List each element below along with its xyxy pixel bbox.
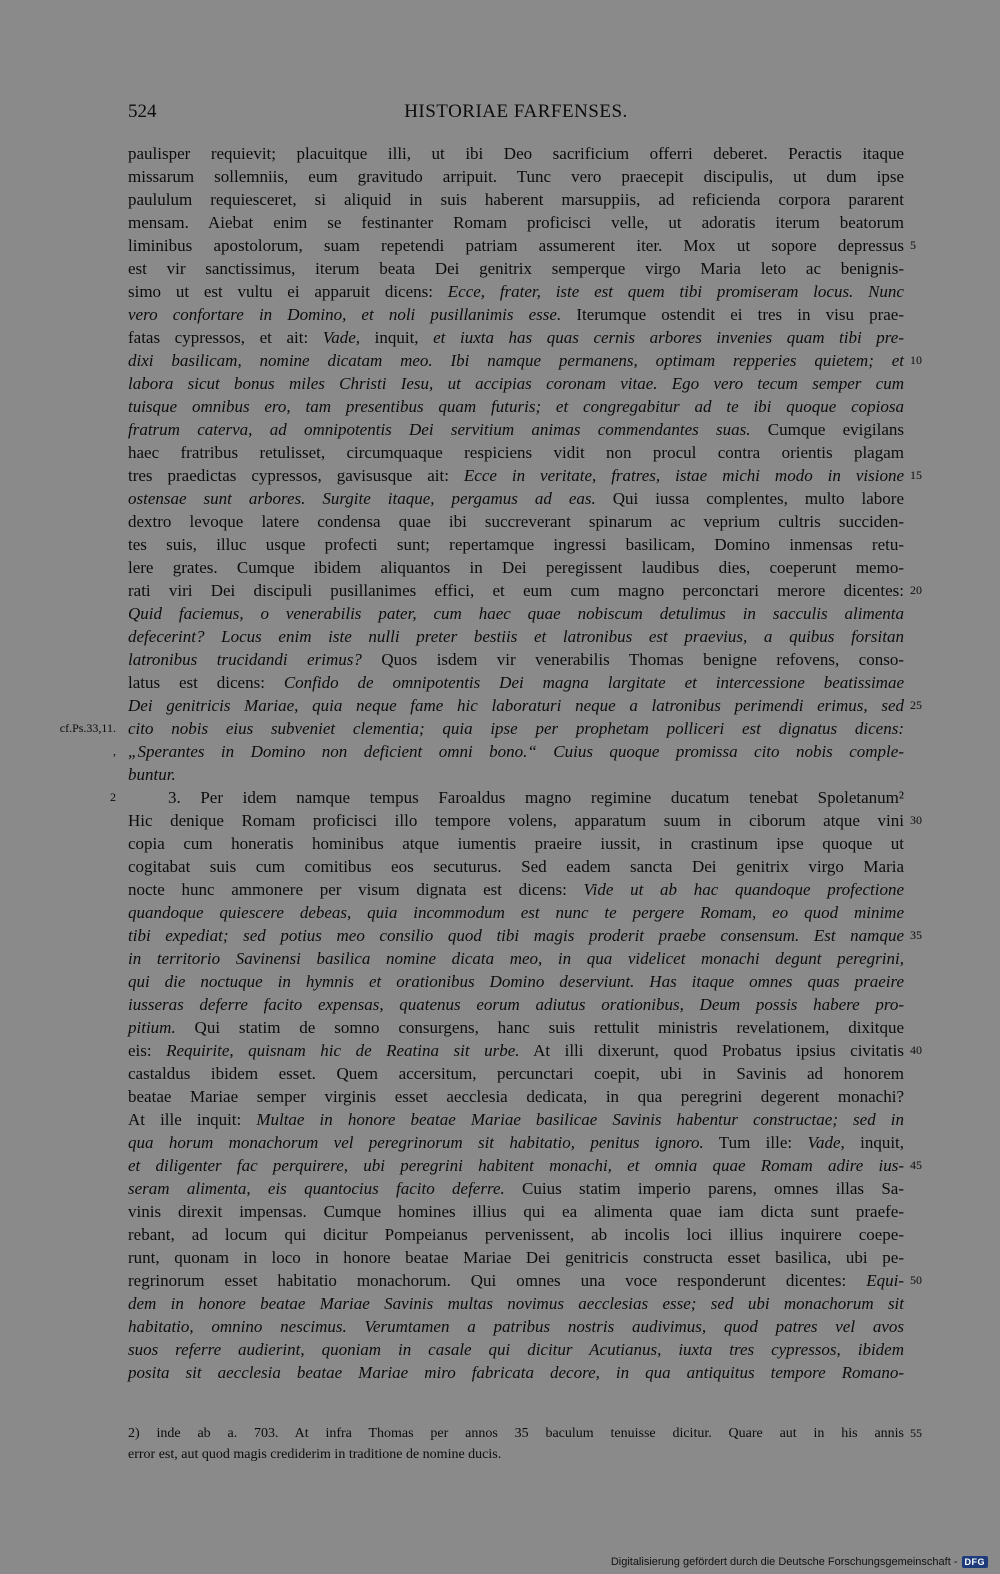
text-line (128, 602, 904, 625)
text-line (128, 234, 904, 257)
text-line (128, 1246, 904, 1269)
line-number: 50 (910, 1273, 922, 1287)
margin-note: cf.Ps.33,11. (59, 721, 116, 735)
text-line (128, 257, 904, 280)
italic-quote: Ecce, frater, iste est quem tibi promiseram locus. Nunc (447, 282, 904, 301)
text-run: runt, quonam in loco in honore beatae Mariae Dei genitricis constructa esset basilica, ubi pe- (128, 1248, 904, 1267)
text-run: regrinorum esset habitatio monachorum. Qui omnes una voce responderunt dicentes: (128, 1271, 867, 1290)
text-line (128, 1108, 904, 1131)
line-number: 40 (910, 1043, 922, 1057)
text-run: Qui statim de somno consurgens, hanc suis rettulit ministris revelationem, dixitque (175, 1018, 904, 1037)
text-run: latus est dicens: (128, 673, 284, 692)
footer-credit (611, 1556, 988, 1568)
text-line (128, 510, 904, 533)
italic-quote: Requirite, quisnam hic de Reatina sit urbe. (166, 1041, 520, 1060)
text-line (128, 372, 904, 395)
italic-quote: pitium. (128, 1018, 176, 1037)
italic-quote: et iuxta has quas cernis arbores invenies quam tibi pre- (433, 328, 904, 347)
text-run: rati viri Dei discipuli pusillanimes effici, et eum cum magno perconctari merore dicentes: (128, 581, 904, 600)
text-line (128, 142, 904, 165)
text-line (128, 993, 904, 1016)
text-line (128, 763, 904, 786)
text-line (128, 579, 904, 602)
italic-quote: fratrum caterva, ad omnipotentis Dei servitium animas commendantes suas. (128, 420, 751, 439)
italic-quote: qua horum monachorum vel peregrinorum sit habitatio, penitus ignoro. (128, 1133, 704, 1152)
text-line (128, 924, 904, 947)
text-line (128, 1062, 904, 1085)
italic-quote: cito nobis eius subveniet clementia; quia ipse per prophetam polliceri est dignatus dicens: (128, 719, 904, 738)
line-number: 45 (910, 1158, 922, 1172)
text-line (128, 395, 904, 418)
text-line (128, 1131, 904, 1154)
text-line (128, 326, 904, 349)
text-line (128, 1269, 904, 1292)
text-line (128, 280, 904, 303)
text-line (128, 464, 904, 487)
text-line (128, 740, 904, 763)
text-run: vinis direxit impensas. Cumque homines illius qui ea alimenta quae iam dicta sunt praefe- (128, 1202, 904, 1221)
text-line (128, 970, 904, 993)
text-run: missarum sollemniis, eum gravitudo arripuit. Tunc vero praecepit discipulis, ut dum ipse (128, 167, 904, 186)
text-line (128, 694, 904, 717)
italic-quote: quandoque quiescere debeas, quia incommodum est nunc te pergere Romam, eo quod minime (128, 903, 904, 922)
footnote (128, 1423, 904, 1465)
text-run: Cumque evigilans (750, 420, 905, 439)
line-number: 5 (910, 238, 916, 252)
italic-quote: tuisque omnibus ero, tam presentibus quam futuris; et congregabitur ad te ibi quoque copiosa (128, 397, 904, 416)
italic-quote: Equi- (866, 1271, 904, 1290)
text-run: est vir sanctissimus, iterum beata Dei genitrix semperque virgo Maria leto ac benignis- (128, 259, 904, 278)
italic-quote: labora sicut bonus miles Christi Iesu, ut accipias coronam vitae. Ego vero tecum semper cum (128, 374, 904, 393)
italic-quote: seram alimenta, eis quantocius facito deferre. (128, 1179, 505, 1198)
footnote-line: 2) inde ab a. 703. At infra Thomas per annos 35 baculum tenuisse dicitur. Quare aut in his annis (128, 1426, 904, 1441)
line-number: 25 (910, 698, 922, 712)
text-run: simo ut est vultu ei apparuit dicens: (128, 282, 448, 301)
text-line (128, 832, 904, 855)
text-line (128, 1223, 904, 1246)
text-line (128, 855, 904, 878)
italic-quote: Vade, (322, 328, 361, 347)
dfg-logo-icon: DFG (962, 1556, 989, 1568)
italic-quote: Confido de omnipotentis Dei magna largitate et intercessione beatissimae (283, 673, 904, 692)
text-line (128, 671, 904, 694)
text-line (128, 1154, 904, 1177)
body-text (128, 142, 904, 1384)
line-number: 20 (910, 583, 922, 597)
italic-quote: et diligenter fac perquirere, ubi peregrini habitent monachi, et omnia quae Romam adire ius- (128, 1156, 904, 1175)
text-run: beatae Mariae semper virginis esset aecclesia dedicata, in qua peregrini degerent monachi? (128, 1087, 904, 1106)
text-run: Tum ille: (703, 1133, 808, 1152)
text-run: inquit, (844, 1133, 905, 1152)
italic-quote: iusseras deferre facito expensas, quatenus eorum adiutus orationibus, Deum possis habere pro- (128, 995, 904, 1014)
italic-quote: dem in honore beatae Mariae Savinis multas novimus aecclesias esse; sed ubi monachorum sit (128, 1294, 904, 1313)
text-line (128, 1338, 904, 1361)
italic-quote: qui die noctuque in hymnis et orationibus Domino deserviunt. Has itaque omnes quas praeire (128, 972, 904, 991)
text-run: At illi dixerunt, quod Probatus ipsius civitatis (519, 1041, 904, 1060)
running-title: HISTORIAE FARFENSES. (404, 101, 628, 122)
text-line (128, 188, 904, 211)
text-line (128, 878, 904, 901)
italic-quote: Quid faciemus, o venerabilis pater, cum haec quae nobiscum detulimus in sacculis alimenta (128, 604, 904, 623)
text-run: lere grates. Cumque ibidem aliquantos in Dei peregissent laudibus dies, coeperunt memo- (128, 558, 904, 577)
line-number: 10 (910, 353, 922, 367)
text-run: paululum requiesceret, si aliquid in suis haberent marsuppiis, ad reficienda corpora pararent (128, 190, 904, 209)
text-run: copia cum honeratis hominibus atque iumentis praeire iussit, in crastinum ipse quoque ut (128, 834, 904, 853)
text-line (128, 648, 904, 671)
text-run: fatas cypressos, et ait: (128, 328, 323, 347)
text-run: haec fratribus retulisset, circumquaque respiciens vidit non procul contra orientis plagam (128, 443, 904, 462)
text-line (128, 556, 904, 579)
text-run: tres praedictas cypressos, gavisusque ait: (128, 466, 464, 485)
text-line (128, 1016, 904, 1039)
italic-quote: tibi expediat; sed potius meo consilio quod tibi magis proderit praebe consensum. Est namque (128, 926, 904, 945)
text-run: eis: (128, 1041, 167, 1060)
text-line (128, 1200, 904, 1223)
text-line (128, 809, 904, 832)
text-run: Qui iussa complentes, multo labore (595, 489, 904, 508)
text-run: Hic denique Romam proficisci illo tempore volens, apparatum suum in ciborum atque vini (128, 811, 904, 830)
italic-quote: „Sperantes in Domino non deficient omni bono.“ Cuius quoque promissa cito nobis comple- (128, 742, 904, 761)
text-line (128, 418, 904, 441)
italic-quote: Vide ut ab hac quandoque profectione (583, 880, 904, 899)
text-run: rebant, ad locum qui dicitur Pompeianus pervenissent, ab incolis loci illius inquirere coepe- (128, 1225, 904, 1244)
line-number: 15 (910, 468, 922, 482)
text-line (128, 1039, 904, 1062)
text-run: Cuius statim imperio parens, omnes illas Sa- (504, 1179, 904, 1198)
text-line (128, 165, 904, 188)
text-line (128, 947, 904, 970)
text-line (128, 533, 904, 556)
line-number: 30 (910, 813, 922, 827)
text-line (128, 901, 904, 924)
text-line (128, 303, 904, 326)
text-run: paulisper requievit; placuitque illi, ut ibi Deo sacrificium offerri deberet. Peractis itaque (128, 144, 904, 163)
text-run: nocte hunc ammonere per visum dignata est dicens: (128, 880, 584, 899)
text-line (128, 1315, 904, 1338)
text-run: 3. Per idem namque tempus Faroaldus magno regimine ducatum tenebat Spoletanum² (168, 788, 904, 807)
text-line (128, 349, 904, 372)
text-run: Quos isdem vir venerabilis Thomas benigne refovens, conso- (361, 650, 904, 669)
text-run: At ille inquit: (128, 1110, 257, 1129)
text-run: inquit, (360, 328, 434, 347)
italic-quote: suos referre audierint, quoniam in casale qui dicitur Acutianus, iuxta tres cypressos, ibidem (128, 1340, 904, 1359)
text-line (128, 1361, 904, 1384)
line-number: 35 (910, 928, 922, 942)
italic-quote: in territorio Savinensi basilica nomine dicata meo, in qua videlicet monachi degunt peregrini, (128, 949, 904, 968)
text-run: mensam. Aiebat enim se festinanter Romam proficisci velle, ut adoratis iterum beatorum (128, 213, 904, 232)
margin-note: , (113, 744, 116, 758)
italic-quote: defecerint? Locus enim iste nulli preter bestiis et latronibus est praevius, a quibus forsitan (128, 627, 904, 646)
text-line (128, 786, 904, 809)
text-line (128, 1085, 904, 1108)
italic-quote: Multae in honore beatae Mariae basilicae Savinis habentur constructae; sed in (256, 1110, 905, 1129)
text-run: liminibus apostolorum, suam repetendi patriam assumerent iter. Mox ut sopore depressus (128, 236, 904, 255)
page-header (128, 101, 904, 127)
italic-quote: Dei genitricis Mariae, quia neque fame hic laboraturi neque a latronibus perimendi erimus, sed (128, 696, 904, 715)
text-line (128, 625, 904, 648)
text-line (128, 717, 904, 740)
text-run: Iterumque ostendit ei tres in visu prae- (561, 305, 905, 324)
italic-quote: ostensae sunt arbores. Surgite itaque, pergamus ad eas. (128, 489, 596, 508)
text-run: tes suis, illuc usque profecti sunt; repertamque ingressi basilicam, Domino inmensas retu- (128, 535, 904, 554)
italic-quote: dixi basilicam, nomine dicatam meo. Ibi namque permanens, optimam repperies quietem; et (128, 351, 904, 370)
text-line (128, 1292, 904, 1315)
text-line (128, 1177, 904, 1200)
margin-note: 2 (110, 790, 116, 804)
line-number: 55 (910, 1426, 922, 1440)
text-run: dextro levoque latere condensa quae ibi succreverant spinarum ac veprium cultris succiden- (128, 512, 904, 531)
text-run: cogitabat suis cum comitibus eos secuturus. Sed eadem sancta Dei genitrix virgo Maria (128, 857, 904, 876)
footer-text: Digitalisierung gefördert durch die Deutsche Forschungsgemeinschaft - (610, 1556, 958, 1568)
italic-quote: latronibus trucidandi erimus? (128, 650, 362, 669)
page-number: 524 (128, 101, 157, 122)
italic-quote: Ecce in veritate, fratres, istae michi modo in visione (463, 466, 905, 485)
text-run: castaldus ibidem esset. Quem accersitum, percunctari coepit, ubi in Savinis ad honorem (128, 1064, 904, 1083)
italic-quote: Vade, (807, 1133, 845, 1152)
italic-quote: buntur. (128, 765, 176, 784)
text-line (128, 441, 904, 464)
footnote-line: error est, aut quod magis crediderim in traditione de nomine ducis. (128, 1447, 502, 1462)
italic-quote: vero confortare in Domino, et noli pusillanimis esse. (128, 305, 562, 324)
text-line (128, 487, 904, 510)
italic-quote: posita sit aecclesia beatae Mariae miro fabricata decore, in qua antiquitus tempore Romano- (128, 1363, 904, 1382)
text-line (128, 211, 904, 234)
italic-quote: habitatio, omnino nescimus. Verumtamen a patribus nostris audivimus, quod patres vel avos (128, 1317, 904, 1336)
